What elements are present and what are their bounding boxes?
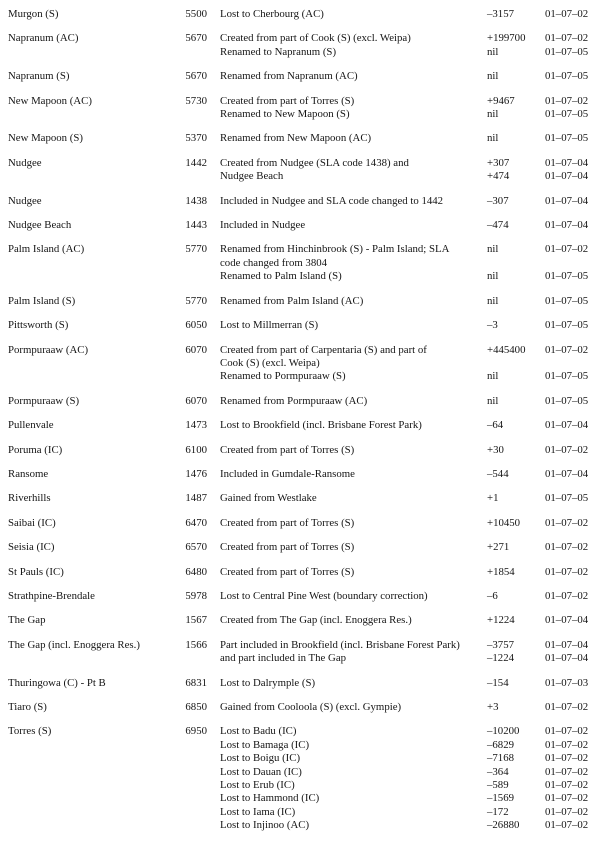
change-date: 01–07–05 xyxy=(545,108,589,121)
area-change-value: –7168 xyxy=(487,752,514,765)
area-name: Seisia (IC) xyxy=(8,541,55,554)
change-date: 01–07–05 xyxy=(545,294,589,307)
change-date: 01–07–02 xyxy=(545,701,589,713)
area-change-value: +474 xyxy=(487,170,510,183)
change-date xyxy=(545,357,601,370)
area-name: Palm Island (AC) xyxy=(8,243,85,256)
sla-change-table xyxy=(8,8,607,833)
change-description: Lost to Bamaga (IC) xyxy=(220,738,310,751)
row-line xyxy=(220,752,601,765)
change-description: Created from Nudgee (SLA code 1438) and xyxy=(220,156,409,169)
row-lines xyxy=(220,8,601,21)
area-change-value: –3 xyxy=(487,319,498,332)
row-lines xyxy=(220,344,601,384)
row-line xyxy=(220,46,601,59)
area-name: Tiaro (S) xyxy=(8,701,47,713)
change-date: 01–07–05 xyxy=(545,132,589,145)
change-date: 01–07–02 xyxy=(545,565,589,578)
change-date: 01–07–04 xyxy=(545,194,589,207)
row-lines xyxy=(220,444,601,457)
change-date: 01–07–02 xyxy=(545,589,589,602)
row-lines xyxy=(220,132,601,145)
change-description: Created from The Gap (incl. Enoggera Res.) xyxy=(220,614,412,627)
table-row xyxy=(8,243,607,283)
area-name: The Gap xyxy=(8,614,46,627)
change-description: Lost to Boigu (IC) xyxy=(220,752,301,765)
change-description: Renamed from Palm Island (AC) xyxy=(220,294,364,307)
area-change-value: +199700 xyxy=(487,32,526,45)
change-description: Lost to Dalrymple (S) xyxy=(220,676,316,689)
area-name: Nudgee xyxy=(8,156,42,169)
row-line xyxy=(220,779,601,792)
row-line xyxy=(220,32,601,45)
row-lines xyxy=(220,243,601,283)
sla-code: 5770 xyxy=(185,294,207,307)
sla-code: 1473 xyxy=(185,419,207,432)
area-change-value xyxy=(487,357,545,370)
row-lines xyxy=(220,725,601,832)
area-change-value: –474 xyxy=(487,219,509,232)
table-row xyxy=(8,614,607,627)
row-lines xyxy=(220,590,601,603)
row-lines xyxy=(220,219,601,232)
table-row xyxy=(8,541,607,554)
row-lines xyxy=(220,701,601,714)
row-lines xyxy=(220,157,601,184)
change-description: Renamed to Palm Island (S) xyxy=(220,270,342,283)
change-description: Created from part of Carpentaria (S) and part of xyxy=(220,343,427,356)
change-date: 01–07–04 xyxy=(545,652,589,665)
row-line xyxy=(220,370,601,383)
row-line xyxy=(220,395,601,408)
table-row xyxy=(8,319,607,332)
change-date: 01–07–04 xyxy=(545,419,589,432)
change-date: 01–07–02 xyxy=(545,752,589,765)
sla-code: 6050 xyxy=(185,319,207,332)
change-date xyxy=(545,257,601,270)
area-change-value: nil xyxy=(487,270,499,283)
change-date: 01–07–04 xyxy=(545,638,589,651)
change-description: Renamed from Napranum (AC) xyxy=(220,70,358,83)
change-description: Lost to Hammond (IC) xyxy=(220,792,320,805)
table-row xyxy=(8,32,607,59)
change-description: and part included in The Gap xyxy=(220,652,347,665)
area-change-value: –10200 xyxy=(487,725,520,738)
area-name: Thuringowa (C) - Pt B xyxy=(8,676,106,689)
row-line xyxy=(220,819,601,832)
row-lines xyxy=(220,95,601,122)
area-change-value: –6829 xyxy=(487,738,514,751)
table-row xyxy=(8,701,607,714)
sla-code: 6850 xyxy=(185,701,207,713)
change-description: Gained from Westlake xyxy=(220,492,317,505)
row-lines xyxy=(220,639,601,666)
table-row xyxy=(8,639,607,666)
table-row xyxy=(8,517,607,530)
change-description: Created from part of Torres (S) xyxy=(220,443,355,456)
change-date: 01–07–02 xyxy=(545,805,589,818)
row-line xyxy=(220,541,601,554)
area-change-value: –364 xyxy=(487,765,509,778)
sla-code: 5730 xyxy=(185,94,207,107)
area-name: Murgon (S) xyxy=(8,8,59,20)
row-line xyxy=(220,444,601,457)
area-change-value: –154 xyxy=(487,676,509,689)
table-row xyxy=(8,677,607,690)
change-description: Renamed from Pormpuraaw (AC) xyxy=(220,394,368,407)
change-description: Lost to Dauan (IC) xyxy=(220,765,302,778)
area-change-value: nil xyxy=(487,70,499,83)
area-change-value xyxy=(487,257,545,270)
area-name: Napranum (S) xyxy=(8,70,70,83)
row-line xyxy=(220,566,601,579)
row-line xyxy=(220,170,601,183)
row-lines xyxy=(220,517,601,530)
row-line xyxy=(220,132,601,145)
area-change-value: +30 xyxy=(487,443,504,456)
area-name: Napranum (AC) xyxy=(8,32,79,45)
row-line xyxy=(220,590,601,603)
area-name: Nudgee Beach xyxy=(8,219,72,232)
area-name: St Pauls (IC) xyxy=(8,565,64,578)
table-row xyxy=(8,725,607,832)
sla-code: 5770 xyxy=(185,243,207,256)
sla-code: 6070 xyxy=(185,394,207,407)
row-line xyxy=(220,243,601,256)
table-row xyxy=(8,8,607,21)
change-description: Lost to Badu (IC) xyxy=(220,725,297,738)
row-lines xyxy=(220,195,601,208)
change-description: Cook (S) (excl. Weipa) xyxy=(220,356,320,369)
sla-code: 6100 xyxy=(185,443,207,456)
change-date: 01–07–02 xyxy=(545,32,589,45)
sla-code: 1442 xyxy=(185,156,207,169)
sla-code: 5978 xyxy=(185,589,207,602)
table-row xyxy=(8,344,607,384)
change-description: Included in Nudgee xyxy=(220,219,306,232)
area-change-value: –26880 xyxy=(487,819,520,832)
row-lines xyxy=(220,677,601,690)
row-line xyxy=(220,108,601,121)
area-change-value: +9467 xyxy=(487,94,515,107)
table-row xyxy=(8,219,607,232)
row-line xyxy=(220,157,601,170)
area-change-value: +1224 xyxy=(487,614,515,627)
change-description: Created from part of Torres (S) xyxy=(220,94,355,107)
row-line xyxy=(220,8,601,21)
change-date: 01–07–02 xyxy=(545,792,589,805)
area-change-value: –3757 xyxy=(487,638,514,651)
row-lines xyxy=(220,468,601,481)
sla-code: 6070 xyxy=(185,343,207,356)
area-name: Ransome xyxy=(8,467,49,480)
sla-code: 1567 xyxy=(185,614,207,627)
change-date: 01–07–02 xyxy=(545,738,589,751)
change-date: 01–07–02 xyxy=(545,819,589,832)
row-line xyxy=(220,270,601,283)
table-row xyxy=(8,566,607,579)
row-lines xyxy=(220,295,601,308)
sla-code: 5670 xyxy=(185,32,207,45)
row-lines xyxy=(220,541,601,554)
sla-code: 6570 xyxy=(185,541,207,554)
change-description: Renamed to Pormpuraaw (S) xyxy=(220,370,346,383)
area-change-value: –172 xyxy=(487,805,509,818)
change-description: Lost to Erub (IC) xyxy=(220,779,295,792)
change-date: 01–07–02 xyxy=(545,8,589,20)
row-line xyxy=(220,70,601,83)
row-line xyxy=(220,806,601,819)
row-line xyxy=(220,357,601,370)
table-row xyxy=(8,132,607,145)
area-name: Pittsworth (S) xyxy=(8,319,69,332)
area-change-value: –3157 xyxy=(487,8,514,20)
table-row xyxy=(8,444,607,457)
area-change-value: –6 xyxy=(487,589,498,602)
change-date: 01–07–02 xyxy=(545,516,589,529)
sla-code: 6831 xyxy=(185,676,207,689)
change-date: 01–07–02 xyxy=(545,725,589,738)
row-line xyxy=(220,725,601,738)
change-description: code changed from 3804 xyxy=(220,256,328,269)
change-date: 01–07–02 xyxy=(545,94,589,107)
change-description: Gained from Cooloola (S) (excl. Gympie) xyxy=(220,701,402,713)
area-change-value: nil xyxy=(487,45,499,58)
table-row xyxy=(8,70,607,83)
row-line xyxy=(220,517,601,530)
row-line xyxy=(220,639,601,652)
area-name: Strathpine-Brendale xyxy=(8,589,95,602)
row-line xyxy=(220,195,601,208)
table-row xyxy=(8,295,607,308)
change-date: 01–07–05 xyxy=(545,370,589,383)
row-lines xyxy=(220,492,601,505)
change-description: Lost to Millmerran (S) xyxy=(220,319,319,332)
change-description: Renamed from Hinchinbrook (S) - Palm Island; SLA xyxy=(220,243,450,256)
change-description: Included in Gumdale-Ransome xyxy=(220,467,355,480)
change-description: Nudgee Beach xyxy=(220,170,284,183)
area-change-value: nil xyxy=(487,294,499,307)
change-description: Lost to Iama (IC) xyxy=(220,805,296,818)
change-description: Renamed to Napranum (S) xyxy=(220,45,337,58)
sla-code: 1476 xyxy=(185,467,207,480)
table-row xyxy=(8,492,607,505)
change-date: 01–07–05 xyxy=(545,45,589,58)
change-description: Created from part of Torres (S) xyxy=(220,516,355,529)
area-change-value: –589 xyxy=(487,779,509,792)
row-lines xyxy=(220,32,601,59)
change-date: 01–07–02 xyxy=(545,541,589,554)
area-change-value: nil xyxy=(487,243,499,256)
area-name: Pullenvale xyxy=(8,419,54,432)
area-change-value: –307 xyxy=(487,194,509,207)
row-line xyxy=(220,344,601,357)
area-change-value: +10450 xyxy=(487,516,521,529)
sla-code: 6480 xyxy=(185,565,207,578)
change-description: Renamed to New Mapoon (S) xyxy=(220,108,350,121)
table-row xyxy=(8,195,607,208)
table-row xyxy=(8,95,607,122)
change-date: 01–07–04 xyxy=(545,170,589,183)
area-name: The Gap (incl. Enoggera Res.) xyxy=(8,638,140,651)
row-line xyxy=(220,219,601,232)
row-line xyxy=(220,614,601,627)
table-row xyxy=(8,419,607,432)
sla-code: 6950 xyxy=(185,725,207,738)
row-line xyxy=(220,257,601,270)
change-date: 01–07–04 xyxy=(545,614,589,627)
change-date: 01–07–05 xyxy=(545,492,589,505)
change-date: 01–07–02 xyxy=(545,443,589,456)
area-change-value: +1854 xyxy=(487,565,515,578)
change-date: 01–07–05 xyxy=(545,394,589,407)
area-name: New Mapoon (AC) xyxy=(8,94,92,107)
row-lines xyxy=(220,70,601,83)
area-change-value: +1 xyxy=(487,492,499,505)
change-description: Renamed from New Mapoon (AC) xyxy=(220,132,372,145)
area-name: Poruma (IC) xyxy=(8,443,63,456)
area-name: New Mapoon (S) xyxy=(8,132,83,145)
change-description: Included in Nudgee and SLA code changed to 1442 xyxy=(220,194,444,207)
area-change-value: –1224 xyxy=(487,652,514,665)
area-name: Nudgee xyxy=(8,194,42,207)
row-line xyxy=(220,739,601,752)
row-line xyxy=(220,792,601,805)
change-date: 01–07–02 xyxy=(545,343,589,356)
change-date: 01–07–02 xyxy=(545,779,589,792)
area-change-value: nil xyxy=(487,132,499,145)
sla-code: 5500 xyxy=(185,8,207,20)
area-name: Saibai (IC) xyxy=(8,516,56,529)
row-line xyxy=(220,295,601,308)
sla-code: 5670 xyxy=(185,70,207,83)
area-change-value: +445400 xyxy=(487,343,526,356)
area-name: Torres (S) xyxy=(8,725,52,738)
table-row xyxy=(8,590,607,603)
row-line xyxy=(220,677,601,690)
row-line xyxy=(220,766,601,779)
area-change-value: nil xyxy=(487,370,499,383)
area-name: Pormpuraaw (AC) xyxy=(8,343,89,356)
sla-code: 1487 xyxy=(185,492,207,505)
area-name: Pormpuraaw (S) xyxy=(8,394,80,407)
change-date: 01–07–02 xyxy=(545,243,589,256)
change-date: 01–07–05 xyxy=(545,70,589,83)
change-date: 01–07–05 xyxy=(545,319,589,332)
sla-code: 1443 xyxy=(185,219,207,232)
change-date: 01–07–04 xyxy=(545,156,589,169)
change-date: 01–07–03 xyxy=(545,676,589,689)
row-line xyxy=(220,468,601,481)
change-description: Created from part of Torres (S) xyxy=(220,541,355,554)
sla-code: 1566 xyxy=(185,638,207,651)
change-date: 01–07–04 xyxy=(545,467,589,480)
area-change-value: nil xyxy=(487,394,499,407)
area-change-value: –544 xyxy=(487,467,509,480)
area-change-value: –64 xyxy=(487,419,504,432)
table-row xyxy=(8,468,607,481)
area-change-value: +271 xyxy=(487,541,510,554)
area-change-value: nil xyxy=(487,108,499,121)
change-description: Lost to Cherbourg (AC) xyxy=(220,8,324,20)
area-change-value: +307 xyxy=(487,156,510,169)
row-line xyxy=(220,419,601,432)
change-description: Part included in Brookfield (incl. Brisbane Forest Park) xyxy=(220,638,460,651)
row-lines xyxy=(220,566,601,579)
change-description: Created from part of Cook (S) (excl. Weipa) xyxy=(220,32,411,45)
area-change-value: –1569 xyxy=(487,792,514,805)
sla-code: 1438 xyxy=(185,194,207,207)
table-row xyxy=(8,157,607,184)
sla-code: 6470 xyxy=(185,516,207,529)
row-line xyxy=(220,652,601,665)
change-date: 01–07–05 xyxy=(545,270,589,283)
area-change-value: +3 xyxy=(487,701,499,713)
row-lines xyxy=(220,319,601,332)
area-name: Palm Island (S) xyxy=(8,294,76,307)
row-lines xyxy=(220,395,601,408)
area-name: Riverhills xyxy=(8,492,51,505)
row-lines xyxy=(220,614,601,627)
sla-code: 5370 xyxy=(185,132,207,145)
change-description: Created from part of Torres (S) xyxy=(220,565,355,578)
table-row xyxy=(8,395,607,408)
row-lines xyxy=(220,419,601,432)
change-description: Lost to Injinoo (AC) xyxy=(220,819,310,832)
row-line xyxy=(220,319,601,332)
change-description: Lost to Brookfield (incl. Brisbane Forest Park) xyxy=(220,419,422,432)
change-date: 01–07–02 xyxy=(545,765,589,778)
row-line xyxy=(220,492,601,505)
change-date: 01–07–04 xyxy=(545,219,589,232)
row-line xyxy=(220,701,601,714)
row-line xyxy=(220,95,601,108)
change-description: Lost to Central Pine West (boundary correction) xyxy=(220,589,428,602)
